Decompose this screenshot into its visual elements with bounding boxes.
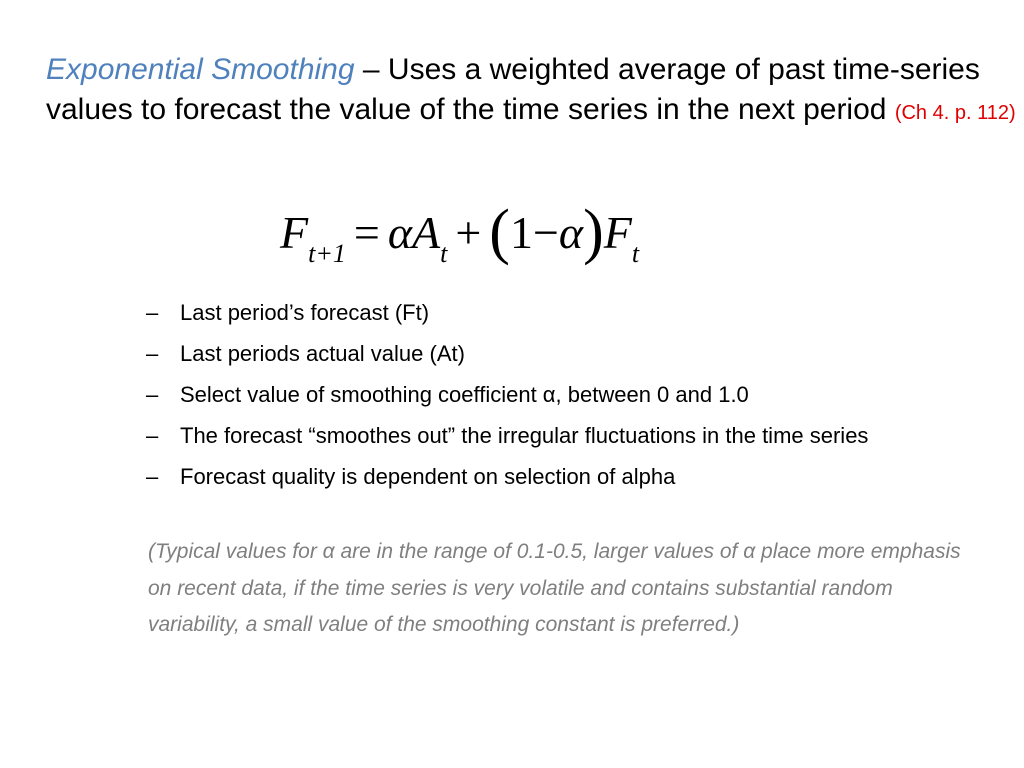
formula-alpha-2: α: [558, 207, 584, 258]
smoothing-formula: [280, 192, 700, 272]
bullet-item: [146, 337, 996, 370]
formula-open-paren: (: [489, 198, 510, 266]
bullet-dash: –: [146, 464, 159, 489]
bullet-text: The forecast “smoothes out” the irregular fluctuations in the time series: [180, 423, 869, 448]
formula-alpha: α: [387, 207, 412, 258]
formula-f-term: F: [603, 207, 632, 258]
bullet-item: [146, 378, 996, 411]
bullet-dash: –: [146, 423, 159, 448]
bullet-text: Last period’s forecast (Ft): [180, 300, 430, 325]
heading-text: – Uses a weighted average of past time-series values to forecast the value of the time series in the next period: [46, 53, 980, 126]
formula-lhs: F: [280, 207, 309, 258]
formula-equals: =: [353, 207, 380, 258]
bullet-dash: –: [146, 300, 159, 325]
formula-a-term: A: [412, 207, 441, 258]
slide-heading: [46, 50, 1016, 133]
bullet-text: Last periods actual value (At): [180, 341, 465, 366]
formula-minus: −: [532, 207, 559, 258]
formula-f-subscript: t: [631, 239, 640, 268]
formula-lhs-subscript: t+1: [308, 239, 346, 268]
formula-one: 1: [509, 207, 533, 258]
alpha-note: (Typical values for α are in the range of 0.1-0.5, larger values of α place more emphasis on recent data, if the time series is very volatile and contains substantial random variability, a small value of the smoothing constant is preferred.): [148, 540, 961, 636]
bullet-text: Select value of smoothing coefficient α, between 0 and 1.0: [180, 382, 749, 407]
bullet-dash: –: [146, 341, 159, 366]
bullet-dash: –: [146, 382, 159, 407]
formula-plus: +: [455, 207, 482, 258]
heading-term: Exponential Smoothing: [46, 53, 355, 86]
bullet-text: Forecast quality is dependent on selection of alpha: [180, 464, 676, 489]
formula-close-paren: ): [583, 198, 604, 266]
heading-reference: (Ch 4. p. 112): [894, 102, 1016, 124]
bullet-item: [146, 419, 996, 452]
bullet-item: [146, 460, 996, 493]
formula-a-subscript: t: [440, 239, 448, 268]
bullet-item: [146, 296, 996, 329]
bullet-list: [146, 296, 996, 501]
